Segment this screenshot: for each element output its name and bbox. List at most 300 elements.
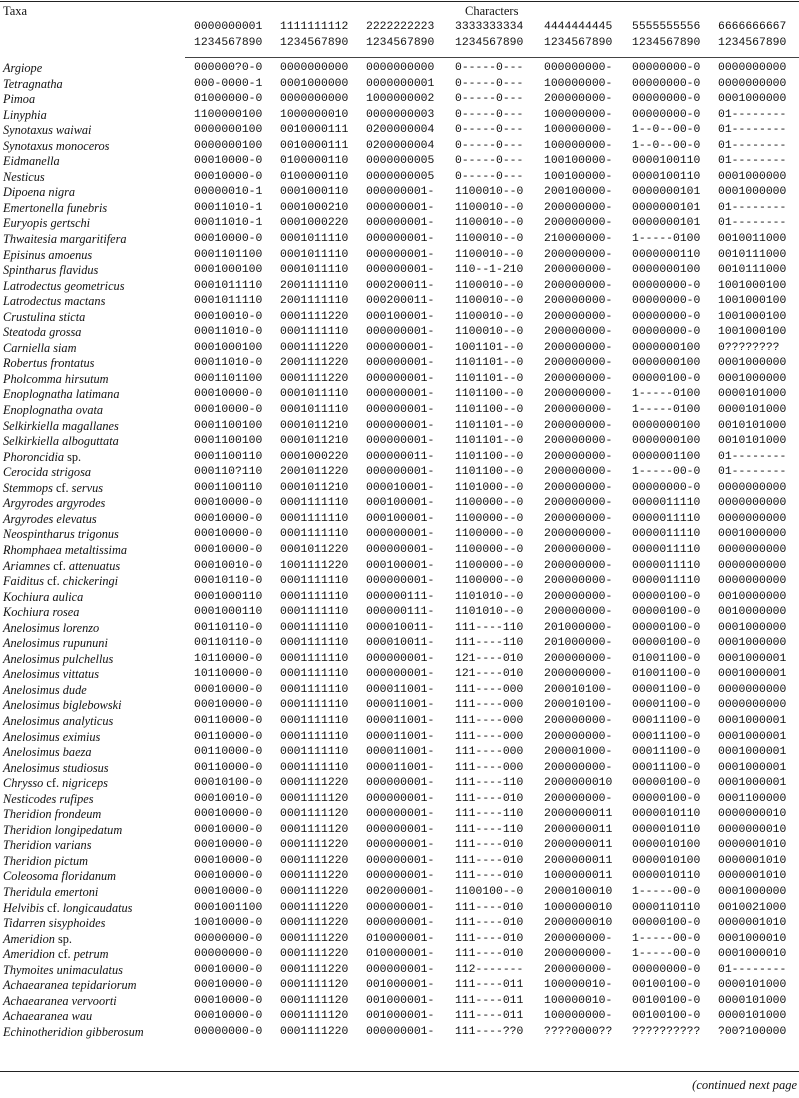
character-block: 1101100--0 — [455, 404, 524, 417]
table-row — [0, 248, 799, 264]
character-block: 200000000- — [544, 279, 613, 292]
taxon-name — [3, 916, 105, 932]
character-block: 00010000-0 — [194, 1010, 263, 1023]
character-block: 0000011110 — [632, 559, 701, 572]
taxon-name — [3, 745, 91, 761]
character-block: 200000000- — [544, 652, 613, 665]
character-block: 200000000- — [544, 450, 613, 463]
character-block: 000000111- — [366, 606, 435, 619]
character-block: 00010000-0 — [194, 963, 263, 976]
table-row — [0, 559, 799, 575]
character-block: 1101100--0 — [455, 388, 524, 401]
character-block: 0000000101 — [632, 201, 701, 214]
character-block: 0001111110 — [280, 652, 349, 665]
character-block: 0000011110 — [632, 543, 701, 556]
character-block: 0000000005 — [366, 155, 435, 168]
character-block: 0000101000 — [718, 994, 787, 1007]
character-block: 01000000-0 — [194, 93, 263, 106]
taxon-genus-species: Steatoda grossa — [3, 325, 82, 340]
character-block: 00011100-0 — [632, 746, 701, 759]
character-block: 121----010 — [455, 668, 524, 681]
character-block: 200000000- — [544, 419, 613, 432]
character-block: 000000111- — [366, 590, 435, 603]
character-block: 00010000-0 — [194, 233, 263, 246]
taxon-qualifier: cf. nigriceps — [43, 776, 108, 791]
taxon-name — [3, 170, 45, 186]
character-block: 0000000000 — [718, 62, 787, 74]
table-row — [0, 294, 799, 310]
character-block: 200000000- — [544, 606, 613, 619]
character-block: 0000010110 — [632, 870, 701, 883]
taxon-genus-species: Spintharus flavidus — [3, 263, 99, 278]
character-block: 000000001- — [366, 357, 435, 370]
character-block: 0000000000 — [718, 481, 787, 494]
taxon-name — [3, 730, 100, 746]
character-block: 0001000001 — [718, 652, 787, 665]
character-block: 00011100-0 — [632, 714, 701, 727]
character-block: 0001111220 — [280, 341, 349, 354]
character-block: 000000?0-0 — [194, 62, 263, 74]
taxon-name — [3, 963, 123, 979]
taxon-qualifier: cf. attenuatus — [50, 558, 121, 573]
taxon-name — [3, 232, 127, 248]
units-label: 1234567890 — [280, 37, 349, 49]
character-block: 0000011110 — [632, 512, 701, 525]
character-block: 0001111120 — [280, 979, 349, 992]
character-block: 0-----0--- — [455, 155, 524, 168]
character-block: 0001111220 — [280, 372, 349, 385]
character-block: 000-0000-1 — [194, 77, 263, 90]
table-row — [0, 636, 799, 652]
taxon-name — [3, 621, 99, 637]
table-row — [0, 574, 799, 590]
units-label: 1234567890 — [366, 37, 435, 49]
character-block: 1100000--0 — [455, 497, 524, 510]
character-block: 200000000- — [544, 264, 613, 277]
table-row — [0, 450, 799, 466]
character-block: 100000010- — [544, 979, 613, 992]
character-block: 111----000 — [455, 730, 524, 743]
character-block: 1101000--0 — [455, 481, 524, 494]
character-block: 1000000010 — [544, 901, 613, 914]
character-block: 0000100110 — [632, 170, 701, 183]
table-row — [0, 434, 799, 450]
taxon-genus-species: Anelosimus eximius — [3, 729, 101, 744]
character-block: 200000000- — [544, 466, 613, 479]
character-block: 0000000010 — [718, 823, 787, 836]
character-block: 00010100-0 — [194, 777, 263, 790]
character-block: 0001000220 — [280, 450, 349, 463]
character-block: 00010000-0 — [194, 979, 263, 992]
character-block: 0000000100 — [632, 264, 701, 277]
character-block: 000010011- — [366, 637, 435, 650]
character-block: 0000000000 — [718, 497, 787, 510]
character-block: 0001000010 — [718, 932, 787, 945]
character-block: 0001111220 — [280, 932, 349, 945]
character-block: 0000001010 — [718, 870, 787, 883]
character-block: 000000001- — [366, 326, 435, 339]
character-block: 000100001- — [366, 559, 435, 572]
character-block: 0000000010 — [718, 808, 787, 821]
character-block: 1001000100 — [718, 326, 787, 339]
taxon-genus-species: Anelosimus vittatus — [3, 667, 99, 682]
character-block: 0001111110 — [280, 606, 349, 619]
character-block: 111----011 — [455, 994, 524, 1007]
character-block: 000000001- — [366, 388, 435, 401]
character-block: 200000000- — [544, 512, 613, 525]
character-block: 000200011- — [366, 279, 435, 292]
character-block: 000000001- — [366, 792, 435, 805]
character-block: 0010000111 — [280, 139, 349, 152]
character-block: 0000101000 — [718, 404, 787, 417]
taxon-genus-species: Anelosimus pulchellus — [3, 651, 114, 666]
character-block: 0001011110 — [280, 248, 349, 261]
character-block: 0001011210 — [280, 419, 349, 432]
character-block: 00010000-0 — [194, 683, 263, 696]
character-block: 0000000000 — [718, 699, 787, 712]
character-block: 0000011110 — [632, 528, 701, 541]
table-row — [0, 869, 799, 885]
character-block: 00010000-0 — [194, 870, 263, 883]
character-block: 0001100100 — [194, 435, 263, 448]
taxon-genus-species: Crustulina sticta — [3, 309, 86, 324]
character-block: 0001000000 — [718, 885, 787, 898]
character-block: 0000000000 — [718, 543, 787, 556]
character-block: 000000001- — [366, 839, 435, 852]
character-block: 200000000- — [544, 93, 613, 106]
character-block: 1001111220 — [280, 559, 349, 572]
character-block: 1101101--0 — [455, 372, 524, 385]
character-block: 00100100-0 — [632, 979, 701, 992]
taxon-name — [3, 77, 63, 93]
taxon-genus-species: Stemmops — [3, 480, 53, 495]
character-block: 0001111220 — [280, 839, 349, 852]
taxon-genus-species: Ariamnes — [3, 558, 51, 573]
character-block: 00010110-0 — [194, 575, 263, 588]
character-block: 1100010--0 — [455, 279, 524, 292]
taxon-name — [3, 201, 107, 217]
character-block: 201000000- — [544, 637, 613, 650]
taxon-name — [3, 248, 92, 264]
character-block: 0001100100 — [194, 419, 263, 432]
table-row — [0, 481, 799, 497]
character-block: 0000010100 — [632, 854, 701, 867]
character-block: 0000000100 — [194, 139, 263, 152]
table-row — [0, 325, 799, 341]
character-block: 000011001- — [366, 746, 435, 759]
character-block: 00010000-0 — [194, 528, 263, 541]
taxon-genus-species: Latrodectus mactans — [3, 294, 106, 309]
character-block: 000011001- — [366, 730, 435, 743]
character-block: 200000000- — [544, 326, 613, 339]
taxon-name — [3, 216, 90, 232]
character-block: 1100000100 — [194, 108, 263, 121]
character-block: 002000001- — [366, 885, 435, 898]
character-block: 00010000-0 — [194, 404, 263, 417]
character-block: 1101101--0 — [455, 435, 524, 448]
table-row — [0, 854, 799, 870]
character-block: 0001000000 — [718, 170, 787, 183]
character-block: 111----010 — [455, 854, 524, 867]
table-row — [0, 419, 799, 435]
character-block: 0001111110 — [280, 683, 349, 696]
taxon-name — [3, 403, 103, 419]
character-block: 0001111110 — [280, 746, 349, 759]
taxon-name — [3, 947, 109, 963]
character-block: 1100000--0 — [455, 575, 524, 588]
table-row — [0, 201, 799, 217]
taxon-qualifier: cf. servus — [52, 480, 104, 495]
taxon-name — [3, 1025, 144, 1041]
character-block: 0000000100 — [632, 435, 701, 448]
character-block: 1101101--0 — [455, 419, 524, 432]
taxon-qualifier: cf. petrum — [54, 947, 109, 962]
character-block: 1001101--0 — [455, 341, 524, 354]
character-block: 0000101000 — [718, 1010, 787, 1023]
character-block: 1101010--0 — [455, 606, 524, 619]
taxon-name — [3, 154, 60, 170]
taxon-name — [3, 310, 85, 326]
character-block: 201000000- — [544, 621, 613, 634]
character-block: 0000000000 — [718, 575, 787, 588]
table-row — [0, 465, 799, 481]
character-block: 121----010 — [455, 652, 524, 665]
taxon-genus-species: Pholcomma hirsutum — [3, 371, 109, 386]
taxon-genus-species: Argyrodes elevatus — [3, 511, 97, 526]
taxon-name — [3, 698, 122, 714]
character-block: 200000000- — [544, 730, 613, 743]
taxon-name — [3, 356, 94, 372]
character-block: 00011010-0 — [194, 326, 263, 339]
character-block: 0001111110 — [280, 621, 349, 634]
character-block: 0001111120 — [280, 792, 349, 805]
character-block: 0001100110 — [194, 481, 263, 494]
table-row — [0, 652, 799, 668]
character-block: 200000000- — [544, 963, 613, 976]
character-block: 1-----00-0 — [632, 885, 701, 898]
table-row — [0, 387, 799, 403]
character-block: 01-------- — [718, 466, 787, 479]
taxon-name — [3, 901, 132, 917]
character-block: 00100100-0 — [632, 994, 701, 1007]
character-block: 111----010 — [455, 948, 524, 961]
character-block: 0001000000 — [718, 528, 787, 541]
character-block: 0001111120 — [280, 1010, 349, 1023]
header-divider — [185, 57, 799, 58]
character-block: 1101100--0 — [455, 466, 524, 479]
character-block: 1101101--0 — [455, 357, 524, 370]
continued-note: (continued next page — [692, 1078, 797, 1092]
table-row — [0, 372, 799, 388]
taxon-genus-species: Nesticodes rufipes — [3, 791, 94, 806]
character-block: 1001000100 — [718, 295, 787, 308]
character-block: 00000000-0 — [632, 93, 701, 106]
character-block: 00000100-0 — [632, 792, 701, 805]
table-row — [0, 683, 799, 699]
character-block: 000000001- — [366, 466, 435, 479]
character-block: 2001111220 — [280, 357, 349, 370]
taxon-genus-species: Neospintharus trigonus — [3, 527, 119, 542]
character-block: 111----110 — [455, 777, 524, 790]
character-block: 0001000100 — [194, 264, 263, 277]
taxon-name — [3, 838, 91, 854]
character-block: 0001100110 — [194, 450, 263, 463]
table-row — [0, 667, 799, 683]
tens-label: 5555555556 — [632, 21, 701, 33]
character-block: 1100010--0 — [455, 201, 524, 214]
character-block: 000000000- — [544, 62, 613, 74]
character-block: 111----000 — [455, 746, 524, 759]
character-block: 00110110-0 — [194, 621, 263, 634]
taxon-genus-species: Ameridion — [3, 947, 55, 962]
taxon-qualifier: cf. chickeringi — [44, 574, 119, 589]
character-block: 000000001- — [366, 543, 435, 556]
character-block: 0001011210 — [280, 481, 349, 494]
character-block: 000000001- — [366, 528, 435, 541]
character-block: 0100000110 — [280, 155, 349, 168]
taxon-genus-species: Linyphia — [3, 107, 47, 122]
character-block: 0001000000 — [280, 77, 349, 90]
character-block: 00011100-0 — [632, 761, 701, 774]
character-block: 0001000110 — [194, 590, 263, 603]
character-block: 0001001100 — [194, 901, 263, 914]
character-block: 2000000010 — [544, 917, 613, 930]
table-row — [0, 543, 799, 559]
character-block: 1100010--0 — [455, 326, 524, 339]
character-block: 000000001- — [366, 870, 435, 883]
character-block: 200000000- — [544, 217, 613, 230]
character-block: 000000001- — [366, 186, 435, 199]
character-block: 111----011 — [455, 979, 524, 992]
taxon-qualifier: cf. longicaudatus — [43, 900, 133, 915]
character-block: 00000100-0 — [632, 606, 701, 619]
character-block: 200000000- — [544, 435, 613, 448]
tens-label: 1111111112 — [280, 21, 349, 33]
taxon-name — [3, 450, 81, 466]
character-block: 0001000001 — [718, 746, 787, 759]
character-block: 0000000100 — [632, 357, 701, 370]
table-row — [0, 605, 799, 621]
character-block: 1101010--0 — [455, 590, 524, 603]
character-block: 0001100000 — [718, 792, 787, 805]
character-block: 0010101000 — [718, 419, 787, 432]
character-block: 001000001- — [366, 994, 435, 1007]
character-block: 01-------- — [718, 124, 787, 137]
character-block: 00110000-0 — [194, 746, 263, 759]
tens-label: 3333333334 — [455, 21, 524, 33]
character-block: 0000001100 — [632, 450, 701, 463]
character-block: 111----000 — [455, 699, 524, 712]
character-block: 000000001- — [366, 854, 435, 867]
character-block: 000000001- — [366, 201, 435, 214]
table-row — [0, 1025, 799, 1041]
character-block: 0001111220 — [280, 917, 349, 930]
character-block: 0000000100 — [194, 124, 263, 137]
character-block: 0000100110 — [632, 155, 701, 168]
character-block: 0000000003 — [366, 108, 435, 121]
table-row — [0, 994, 799, 1010]
table-row — [0, 92, 799, 108]
character-block: 0010101000 — [718, 435, 787, 448]
character-block: 0-----0--- — [455, 62, 524, 74]
taxon-genus-species: Anelosimus rupununi — [3, 636, 108, 651]
character-block: 00000000-0 — [632, 963, 701, 976]
character-block: 0000000100 — [632, 341, 701, 354]
character-block: 110--1-210 — [455, 264, 524, 277]
character-block: 111----010 — [455, 901, 524, 914]
character-block: 010000001- — [366, 948, 435, 961]
taxon-genus-species: Emertonella funebris — [3, 200, 108, 215]
character-block: 0000000000 — [718, 512, 787, 525]
character-block: 0001000000 — [718, 93, 787, 106]
character-block: 0001000001 — [718, 777, 787, 790]
character-block: 00010000-0 — [194, 388, 263, 401]
character-block: 210000000- — [544, 233, 613, 246]
character-block: 111----110 — [455, 808, 524, 821]
table-row — [0, 279, 799, 295]
character-block: 0010111000 — [718, 264, 787, 277]
character-block: ?00?100000 — [718, 1025, 787, 1038]
character-block: 1-----00-0 — [632, 932, 701, 945]
taxon-name — [3, 543, 127, 559]
character-block: 00000010-1 — [194, 186, 263, 199]
character-block: 10110000-0 — [194, 668, 263, 681]
character-block: 0000000005 — [366, 170, 435, 183]
character-block: 1100010--0 — [455, 248, 524, 261]
character-block: 00010000-0 — [194, 885, 263, 898]
character-block: 111----010 — [455, 917, 524, 930]
table-row — [0, 730, 799, 746]
character-block: 111----000 — [455, 761, 524, 774]
character-block: 0001000210 — [280, 201, 349, 214]
character-block: 0001011110 — [194, 295, 263, 308]
character-block: 000000001- — [366, 217, 435, 230]
character-block: 200000000- — [544, 714, 613, 727]
character-block: 00000000-0 — [632, 481, 701, 494]
taxon-name — [3, 885, 98, 901]
character-block: 200000000- — [544, 792, 613, 805]
character-block: 200000000- — [544, 388, 613, 401]
taxon-genus-species: Coleosoma floridanum — [3, 869, 117, 884]
character-block: 0000000101 — [632, 186, 701, 199]
taxon-genus-species: Pimoa — [3, 92, 36, 107]
character-block: 00000100-0 — [632, 372, 701, 385]
character-block: 0000010100 — [632, 839, 701, 852]
character-block: 000011001- — [366, 699, 435, 712]
character-block: 111----010 — [455, 932, 524, 945]
character-block: 00000000-0 — [632, 62, 701, 74]
units-label: 1234567890 — [632, 37, 701, 49]
table-row — [0, 310, 799, 326]
character-block: ????0000?? — [544, 1025, 613, 1038]
character-block: 01-------- — [718, 217, 787, 230]
character-block: 00000100-0 — [632, 777, 701, 790]
character-block: 0000101000 — [718, 388, 787, 401]
table-row — [0, 61, 799, 77]
character-block: 00010000-0 — [194, 699, 263, 712]
table-row — [0, 356, 799, 372]
character-block: 10110000-0 — [194, 652, 263, 665]
character-block: 0001101100 — [194, 248, 263, 261]
character-block: 111----011 — [455, 1010, 524, 1023]
character-block: 1100010--0 — [455, 295, 524, 308]
tens-label: 4444444445 — [544, 21, 613, 33]
character-block: 10010000-0 — [194, 917, 263, 930]
character-block: 00010000-0 — [194, 823, 263, 836]
character-block: 0001011210 — [280, 435, 349, 448]
character-block: 0001011110 — [280, 388, 349, 401]
taxon-genus-species: Rhomphaea metaltissima — [3, 542, 127, 557]
